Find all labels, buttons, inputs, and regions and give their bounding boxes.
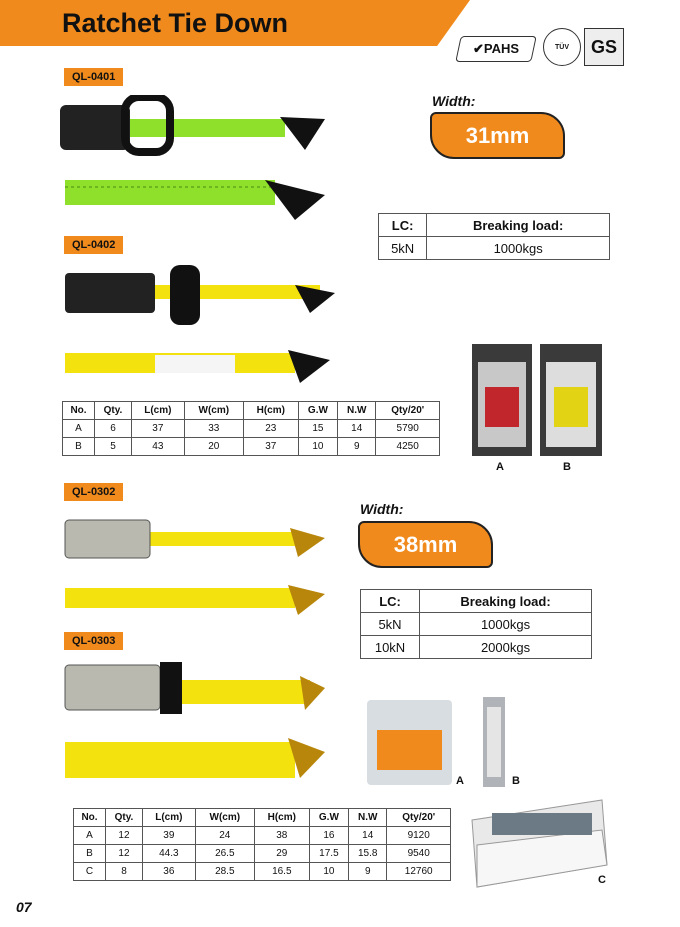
breaking-load-header: Breaking load: bbox=[427, 214, 610, 237]
table-row bbox=[74, 863, 451, 881]
table-cell: 16.5 bbox=[254, 863, 309, 881]
table-cell: 16 bbox=[309, 827, 348, 845]
green-strap-photo bbox=[55, 95, 345, 225]
table-cell: 2000kgs bbox=[420, 636, 592, 659]
photo-label-b: B bbox=[563, 461, 571, 473]
width-value-31: 31mm bbox=[430, 112, 565, 159]
breaking-load-header: Breaking load: bbox=[420, 590, 592, 613]
table-cell: 15 bbox=[298, 420, 337, 438]
packaging-photo-31 bbox=[470, 342, 610, 457]
col-header: No. bbox=[74, 809, 106, 827]
product-code-ql0402: QL-0402 bbox=[64, 236, 123, 254]
page-number: 07 bbox=[16, 899, 32, 915]
col-header: G.W bbox=[309, 809, 348, 827]
product-code-ql0303: QL-0303 bbox=[64, 632, 123, 650]
table-cell: 9540 bbox=[387, 845, 451, 863]
col-header: W(cm) bbox=[195, 809, 254, 827]
table-cell: 37 bbox=[243, 438, 298, 456]
lc-table-38 bbox=[360, 589, 592, 659]
table-cell: 39 bbox=[142, 827, 195, 845]
table-cell: B bbox=[63, 438, 95, 456]
width-value-38: 38mm bbox=[358, 521, 493, 568]
col-header: N.W bbox=[349, 809, 387, 827]
table-cell: 8 bbox=[106, 863, 143, 881]
photo-label-c: C bbox=[598, 874, 606, 886]
page-title: Ratchet Tie Down bbox=[62, 8, 289, 38]
table-cell: 5kN bbox=[361, 613, 420, 636]
table-row bbox=[74, 845, 451, 863]
table-cell: C bbox=[74, 863, 106, 881]
table-cell: 14 bbox=[338, 420, 376, 438]
table-cell: 9120 bbox=[387, 827, 451, 845]
photo-label-b: B bbox=[512, 775, 520, 787]
product-code-ql0302: QL-0302 bbox=[64, 483, 123, 501]
col-header: G.W bbox=[298, 402, 337, 420]
table-cell: 20 bbox=[184, 438, 243, 456]
table-row bbox=[379, 237, 610, 260]
gs-logo: GS bbox=[584, 28, 624, 66]
table-cell: 6 bbox=[95, 420, 132, 438]
table-cell: 14 bbox=[349, 827, 387, 845]
width-label-31: Width: bbox=[432, 93, 476, 109]
table-cell: 43 bbox=[131, 438, 184, 456]
table-cell: 10kN bbox=[361, 636, 420, 659]
table-cell: 10 bbox=[309, 863, 348, 881]
table-cell: 12760 bbox=[387, 863, 451, 881]
col-header: Qty. bbox=[106, 809, 143, 827]
table-cell: 44.3 bbox=[142, 845, 195, 863]
lc-header: LC: bbox=[361, 590, 420, 613]
product-code-ql0401: QL-0401 bbox=[64, 68, 123, 86]
table-cell: 12 bbox=[106, 827, 143, 845]
table-cell: A bbox=[63, 420, 95, 438]
photo-label-a: A bbox=[496, 461, 504, 473]
col-header: H(cm) bbox=[254, 809, 309, 827]
photo-label-a: A bbox=[456, 775, 464, 787]
yellow-strap-photo-ql0302 bbox=[60, 512, 330, 617]
table-cell: 24 bbox=[195, 827, 254, 845]
col-header: N.W bbox=[338, 402, 376, 420]
table-row bbox=[63, 420, 440, 438]
table-cell: 26.5 bbox=[195, 845, 254, 863]
yellow-strap-photo-ql0402 bbox=[60, 265, 340, 385]
table-row bbox=[361, 613, 592, 636]
table-cell: 1000kgs bbox=[420, 613, 592, 636]
table-cell: 1000kgs bbox=[427, 237, 610, 260]
table-cell: 10 bbox=[298, 438, 337, 456]
table-cell: 36 bbox=[142, 863, 195, 881]
table-cell: 5kN bbox=[379, 237, 427, 260]
col-header: H(cm) bbox=[243, 402, 298, 420]
col-header: Qty/20' bbox=[376, 402, 440, 420]
col-header: W(cm) bbox=[184, 402, 243, 420]
pahs-badge: ✔PAHS bbox=[455, 36, 537, 62]
width-label-38: Width: bbox=[360, 501, 404, 517]
col-header: L(cm) bbox=[131, 402, 184, 420]
table-cell: 15.8 bbox=[349, 845, 387, 863]
table-cell: 29 bbox=[254, 845, 309, 863]
tuv-logo: TÜV bbox=[543, 28, 581, 66]
table-cell: 38 bbox=[254, 827, 309, 845]
lc-table-31 bbox=[378, 213, 610, 260]
table-cell: 5790 bbox=[376, 420, 440, 438]
table-row bbox=[63, 438, 440, 456]
display-box-photo bbox=[462, 795, 612, 890]
table-cell: 17.5 bbox=[309, 845, 348, 863]
table-cell: A bbox=[74, 827, 106, 845]
table-cell: 5 bbox=[95, 438, 132, 456]
table-cell: 33 bbox=[184, 420, 243, 438]
packing-table-31 bbox=[62, 401, 440, 456]
table-cell: 12 bbox=[106, 845, 143, 863]
table-cell: 9 bbox=[338, 438, 376, 456]
table-cell: 23 bbox=[243, 420, 298, 438]
lc-header: LC: bbox=[379, 214, 427, 237]
yellow-strap-photo-ql0303 bbox=[60, 660, 330, 790]
table-cell: B bbox=[74, 845, 106, 863]
col-header: L(cm) bbox=[142, 809, 195, 827]
table-cell: 37 bbox=[131, 420, 184, 438]
packaging-photo-38 bbox=[365, 695, 535, 790]
col-header: No. bbox=[63, 402, 95, 420]
table-cell: 4250 bbox=[376, 438, 440, 456]
col-header: Qty. bbox=[95, 402, 132, 420]
table-cell: 28.5 bbox=[195, 863, 254, 881]
table-row bbox=[361, 636, 592, 659]
col-header: Qty/20' bbox=[387, 809, 451, 827]
table-cell: 9 bbox=[349, 863, 387, 881]
packing-table-38 bbox=[73, 808, 451, 881]
table-row bbox=[74, 827, 451, 845]
